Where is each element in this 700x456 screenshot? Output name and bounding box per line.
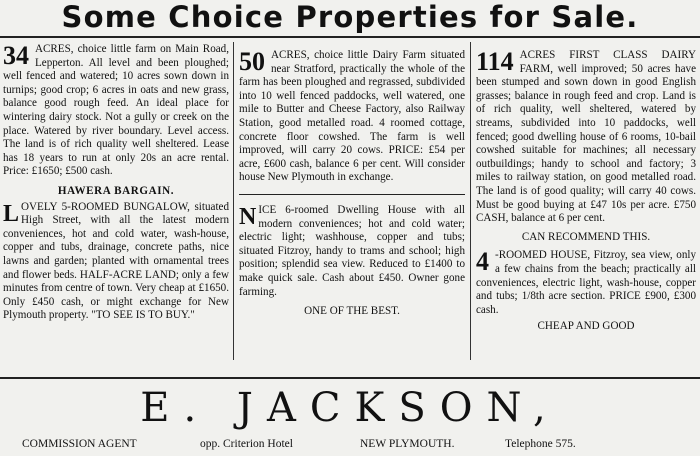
listing-text: ICE 6-roomed Dwelling House with all modern conveniences; hot and cold water; electric light; washhouse, copper and tubs; situated Fitzroy, handy to trams and school; high position; splendid sea view. Reduced to £1400 to make quick sale. Cash about £450. Owner gone farming.	[239, 203, 465, 298]
listing-text: ACRES, choice little farm on Main Road, Lepperton. All level and been ploughed; well fenced and watered; 10 acres sown down in turnips; good crop; 6 acres in oats and new grass, balance good rough feed. An ideal place for wintering dairy stock. Not a gully or creek on the place. Watered by river boundary. Level access. The land is of rich quality well sheltered. Lease has 18 years to run at only 20s an acre rental. Price: £1650; £500 cash.	[3, 43, 229, 178]
listing-hawera-bungalow	[3, 201, 229, 323]
agent-role: COMMISSION AGENT	[22, 438, 137, 450]
listing-4-roomed-house	[476, 249, 696, 317]
listing-number: 50	[239, 47, 265, 76]
listing-number: 4	[476, 247, 489, 277]
column-2	[239, 49, 465, 319]
listing-34-acres	[3, 43, 229, 179]
listing-text: OVELY 5-ROOMED BUNGALOW, situated High Street, with all the latest modern conveniences, hot and cold water, wash-house, copper and tubs, drainage, concrete paths, nice lawns and garden; planted with ornamental trees and flower beds. HALF-ACRE LAND; only a few minutes from centre of town. Very cheap at £1650. Only £450 cash, or might exchange for New Plymouth property. "TO SEE IS TO BUY."	[3, 200, 229, 322]
listing-fitzroy-house	[239, 204, 465, 299]
listing-number: 34	[3, 41, 29, 70]
dropcap: L	[3, 200, 20, 227]
column-divider	[233, 42, 234, 360]
listing-text: ACRES, choice little Dairy Farm situated near Stratford, practically the whole of the farm has been ploughed and regrassed, subdivided into 10 well fenced paddocks, well watered, one mile to Butter and Cheese Factory, also Railway Station, good metalled road. 4 roomed cottage, concrete floor cowshed. The farm is well improved, will carry 20 cows. PRICE: £54 per acre, £600 cash, balance 6 per cent. Will consider house New Plymouth in exchange.	[239, 49, 465, 184]
tagline: CHEAP AND GOOD	[537, 320, 635, 333]
tagline: ONE OF THE BEST.	[304, 305, 400, 318]
agent-town: NEW PLYMOUTH.	[360, 438, 455, 450]
column-3	[476, 49, 696, 334]
dropcap: N	[239, 203, 257, 230]
bottom-rule	[0, 377, 700, 379]
listing-text: -ROOMED HOUSE, Fitzroy, sea view, only a few chains from the beach; practically all conveniences, electric light, wash-house, copper and tubs; 1/8th acre section. PRICE £900, £300 cash.	[476, 249, 696, 316]
recommendation: CAN RECOMMEND THIS.	[521, 230, 651, 243]
listing-50-acres	[239, 49, 465, 185]
agent-name: E. JACKSON,	[140, 385, 560, 431]
column-divider	[470, 42, 471, 360]
agent-phone: Telephone 575.	[505, 438, 576, 450]
section-heading: HAWERA BARGAIN.	[57, 184, 175, 197]
inner-rule	[239, 194, 465, 195]
listing-114-acres	[476, 49, 696, 226]
agent-address: opp. Criterion Hotel	[200, 438, 293, 450]
column-1	[3, 43, 229, 323]
listing-text: ACRES FIRST CLASS DAIRY FARM, well improved; 50 acres have been stumped and sown down in good English grasses; balance in rough feed and crop. Land is of rich quality, well sheltered, watered by streams, subdivided into 10 paddocks, well fenced; good dwelling house of 6 rooms, 10-bail cowshed suitable for machines; all necessary outbuildings; handy to school and factory; 3 miles to railway station, on good metalled road. The land is of good quality; will carry 40 cows. Must be good buying at £47 10s per acre. £750 CASH, balance at 6 per cent.	[476, 49, 696, 225]
headline: Some Choice Properties for Sale.	[61, 0, 639, 34]
top-rule	[0, 36, 700, 38]
listing-number: 114	[476, 47, 514, 76]
